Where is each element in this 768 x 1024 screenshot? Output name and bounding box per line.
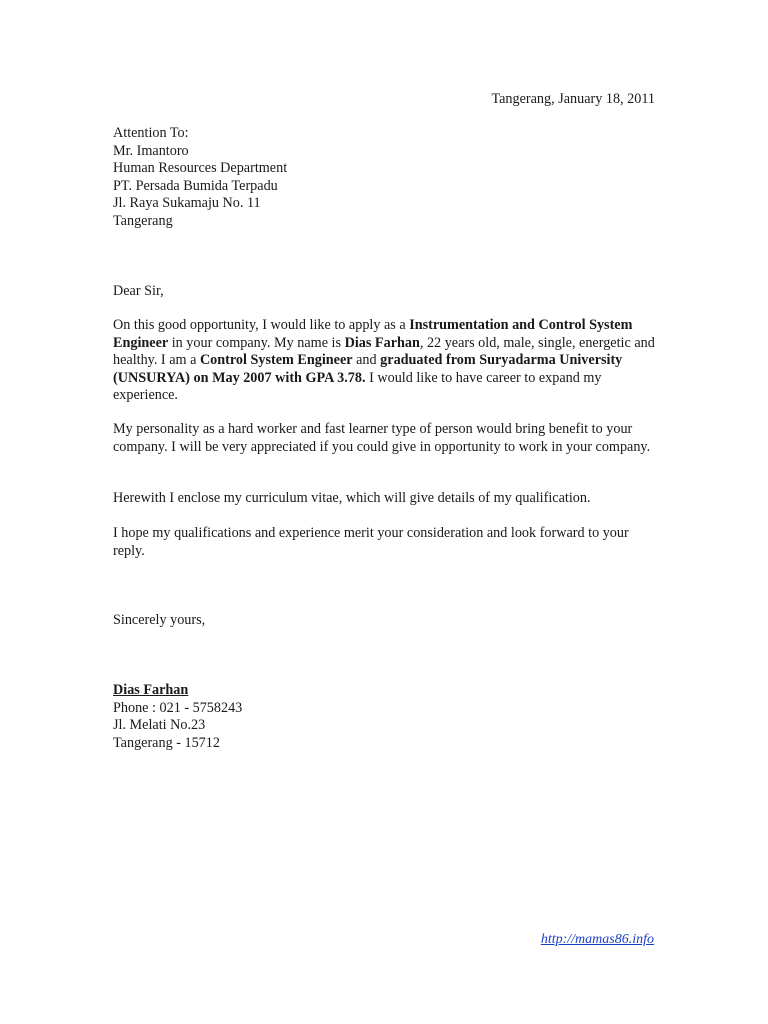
attention-line: Attention To:: [113, 125, 189, 141]
sender-phone: Phone : 021 - 5758243: [113, 699, 243, 716]
p1-text-5: I would like to have career to expand my experience.: [113, 369, 602, 403]
p1-applicant-name: Dias Farhan: [344, 334, 420, 351]
paragraph-application: [113, 317, 663, 405]
recipient-street: Jl. Raya Sukamaju No. 11: [113, 195, 261, 211]
sender-city: Tangerang - 15712: [113, 734, 220, 751]
letter-date: Tangerang, January 18, 2011: [491, 91, 655, 107]
recipient-address: [113, 125, 287, 230]
salutation: Dear Sir,: [113, 283, 164, 299]
recipient-city: Tangerang: [113, 212, 173, 229]
paragraph-personality: My personality as a hard worker and fast learner type of person would bring benefit to your company. I will be very appreciated if you could give in opportunity to work in your company.: [113, 421, 651, 455]
sender-name: Dias Farhan: [113, 682, 189, 698]
p1-position: Instrumentation and Control System Engineer: [113, 317, 633, 351]
sender-block: [113, 682, 242, 752]
paragraph-closing-remark: I hope my qualifications and experience merit your consideration and look forward to your reply.: [113, 525, 629, 559]
p1-text-3: , 22 years old, male, single, energetic and healthy. I am a: [113, 334, 655, 368]
p1-education: graduated from Suryadarma University (UNSURYA) on May 2007 with GPA 3.78.: [113, 352, 623, 386]
recipient-name: Mr. Imantoro: [113, 142, 189, 159]
closing: Sincerely yours,: [113, 612, 206, 628]
p1-text-1: On this good opportunity, I would like to apply as a: [113, 317, 410, 333]
p1-job-title: Control System Engineer: [199, 352, 353, 368]
recipient-company: PT. Persada Bumida Terpadu: [113, 177, 278, 194]
recipient-department: Human Resources Department: [113, 160, 288, 176]
footer-website-link[interactable]: http://mamas86.info: [540, 932, 654, 947]
sender-street: Jl. Melati No.23: [113, 717, 206, 733]
p1-text-4: and: [352, 352, 381, 368]
paragraph-enclosure: Herewith I enclose my curriculum vitae, which will give details of my qualification.: [113, 490, 591, 506]
p1-text-2: in your company. My name is: [168, 334, 345, 351]
